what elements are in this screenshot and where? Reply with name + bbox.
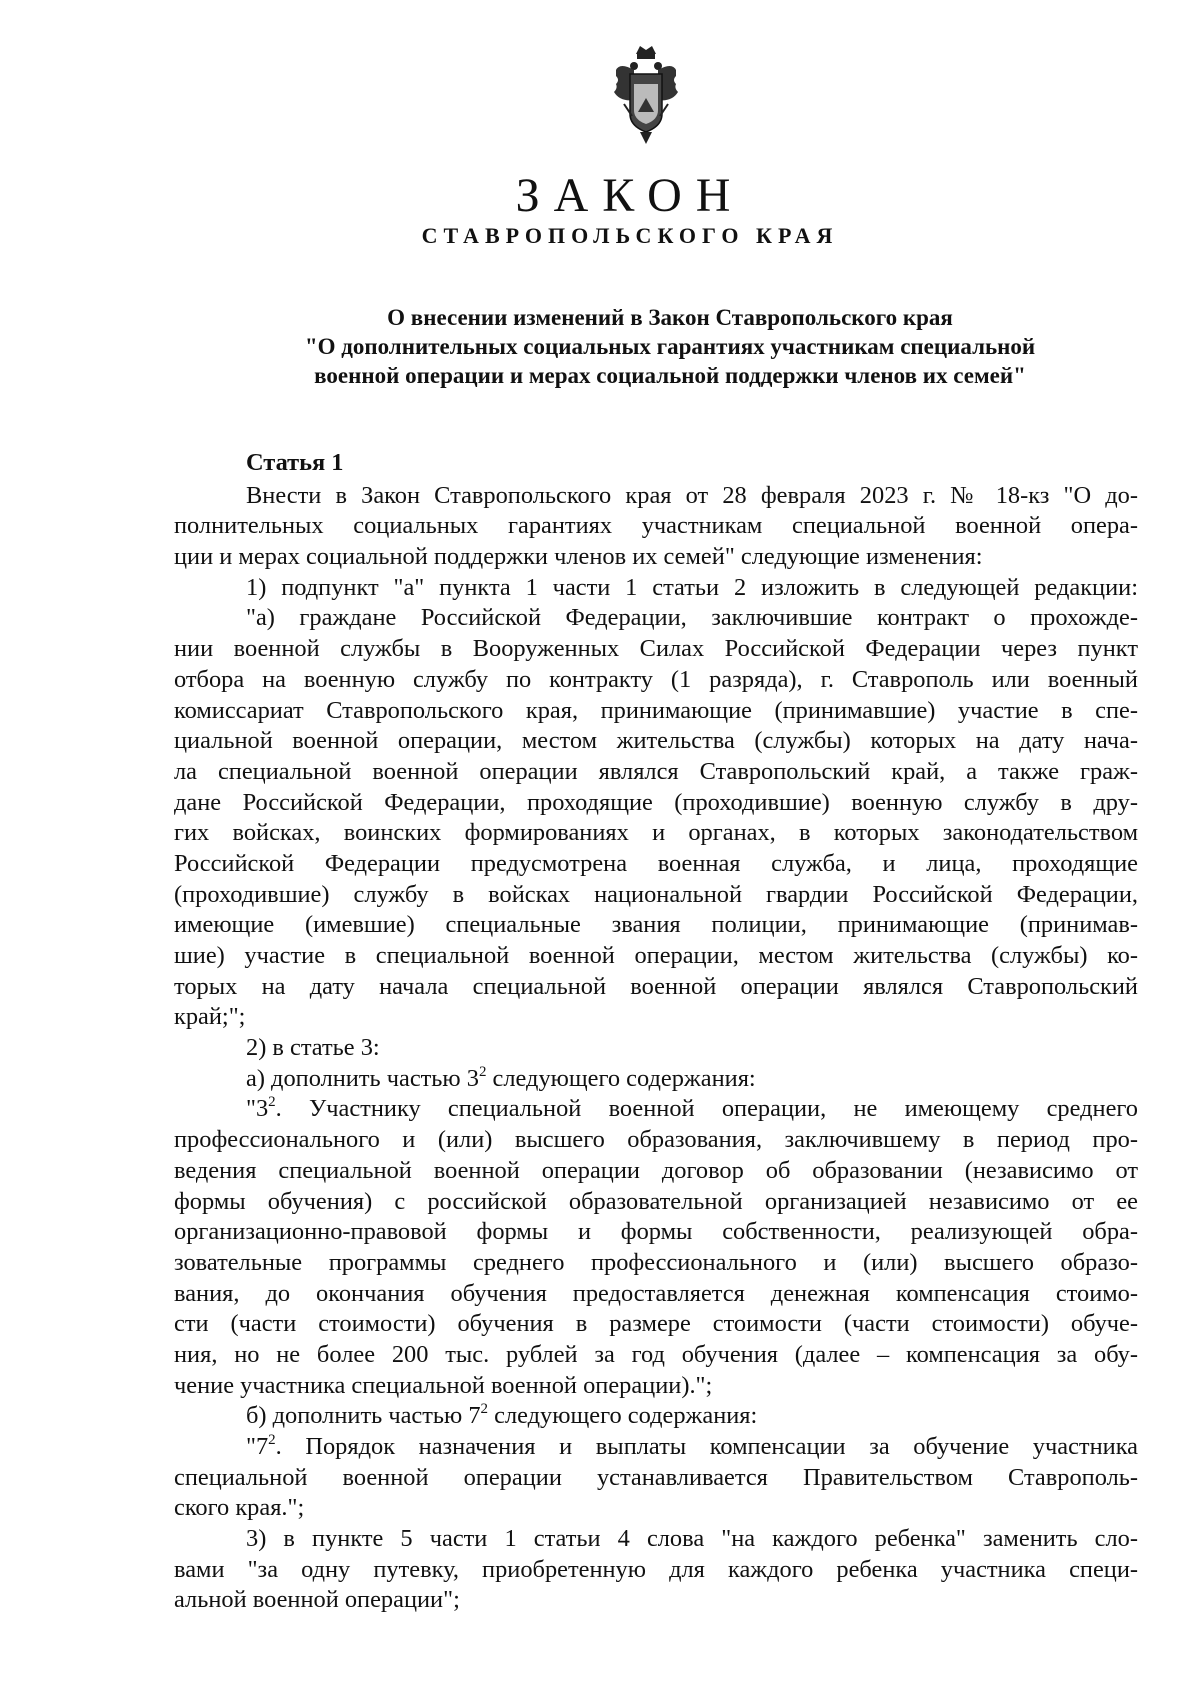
text-segment: . Участнику специальной военной операции, не имеющему среднего	[275, 1095, 1138, 1123]
text-line: циальной военной операции, местом жительства (службы) которых на дату нача-	[174, 727, 1138, 755]
text-line: край;";	[174, 1003, 246, 1031]
text-line	[174, 1432, 1138, 1463]
text-line: ведения специальной военной операции договор об образовании (независимо от	[174, 1156, 1138, 1184]
superscript: 2	[480, 1401, 489, 1418]
law-title: ЗАКОН	[515, 169, 745, 222]
text-line	[174, 1094, 1138, 1125]
text-segment: б) дополнить частью 7	[246, 1402, 481, 1430]
text-line: 2) в статье 3:	[246, 1034, 380, 1062]
text-line: зовательные программы среднего профессионального и (или) высшего образо-	[174, 1248, 1138, 1276]
text-line: дане Российской Федерации, проходящие (проходившие) военную службу в дру-	[174, 788, 1138, 816]
text-line: альной военной операции";	[174, 1586, 460, 1614]
text-segment: "3	[246, 1095, 269, 1123]
text-line: ции и мерах социальной поддержки членов их семей" следующие изменения:	[174, 543, 983, 571]
text-line: комиссариат Ставропольского края, принимающие (принимавшие) участие в спе-	[174, 696, 1138, 724]
text-line: Внести в Закон Ставропольского края от 28 февраля 2023 г. № 18-кз "О до-	[246, 481, 1138, 509]
text-line: "а) граждане Российской Федерации, заключившие контракт о прохожде-	[246, 604, 1138, 632]
text-line: шие) участие в специальной военной операции, местом жительства (службы) ко-	[174, 942, 1138, 969]
text-line	[174, 1401, 1138, 1432]
text-line: отбора на военную службу по контракту (1 разряда), г. Ставрополь или военный	[174, 665, 1138, 693]
superscript: 2	[268, 1094, 276, 1111]
text-line: ла специальной военной операции являлся Ставропольский край, а также граж-	[174, 757, 1138, 785]
text-line	[174, 1064, 1138, 1095]
heading-line: О внесении изменений в Закон Ставропольского края	[387, 305, 953, 330]
text-line: формы обучения) с российской образовательной организацией независимо от ее	[174, 1187, 1138, 1215]
document-heading	[230, 303, 1110, 390]
text-segment: . Порядок назначения и выплаты компенсации за обучение участника	[275, 1433, 1138, 1460]
text-line: вами "за одну путевку, приобретенную для каждого ребенка участника специ-	[174, 1555, 1138, 1583]
text-segment: а) дополнить частью 3	[246, 1064, 479, 1092]
text-segment: следующего содержания:	[488, 1402, 758, 1430]
text-line: ского края.";	[174, 1494, 305, 1522]
text-line: торых на дату начала специальной военной операции являлся Ставропольский	[174, 972, 1138, 1000]
text-line: организационно-правовой формы и формы собственности, реализующей обра-	[174, 1218, 1138, 1246]
text-line: 1) подпункт "а" пункта 1 части 1 статьи 2 изложить в следующей редакции:	[246, 573, 1138, 601]
text-line: (проходившие) службу в войсках национальной гвардии Российской Федерации,	[174, 880, 1138, 908]
text-line: вания, до окончания обучения предоставляется денежная компенсация стоимо-	[174, 1279, 1138, 1307]
text-line: 3) в пункте 5 части 1 статьи 4 слова "на каждого ребенка" заменить сло-	[246, 1525, 1138, 1553]
text-line: сти (части стоимости) обучения в размере стоимости (части стоимости) обуче-	[174, 1310, 1138, 1338]
stavropol-coat-of-arms-icon	[610, 40, 682, 148]
text-line: специальной военной операции устанавливается Правительством Ставрополь-	[174, 1463, 1138, 1491]
heading-line: "О дополнительных социальных гарантиях участникам специальной	[304, 334, 1036, 359]
heading-line: военной операции и мерах социальной поддержки членов их семей"	[314, 363, 1026, 388]
text-line: полнительных социальных гарантиях участникам специальной военной опера-	[174, 512, 1138, 540]
text-line: чение участника специальной военной операции).";	[174, 1371, 713, 1399]
text-line: гих войсках, воинских формированиях и органах, в которых законодательством	[174, 819, 1138, 847]
article-body	[174, 448, 1138, 1616]
text-line: Российской Федерации предусмотрена военная служба, и лица, проходящие	[174, 849, 1138, 877]
text-line: профессионального и (или) высшего образования, заключившему в период про-	[174, 1126, 1138, 1154]
article-title: Статья 1	[246, 449, 344, 476]
text-line: нии военной службы в Вооруженных Силах Российской Федерации через пункт	[174, 635, 1138, 663]
text-line: имеющие (имевшие) специальные звания полиции, принимающие (принимав-	[174, 911, 1138, 939]
superscript: 2	[268, 1432, 276, 1448]
law-region-subtitle: СТАВРОПОЛЬСКОГО КРАЯ	[421, 223, 839, 248]
superscript: 2	[478, 1063, 487, 1080]
text-segment: "7	[246, 1433, 269, 1460]
text-segment: следующего содержания:	[486, 1064, 756, 1092]
text-line: ния, но не более 200 тыс. рублей за год обучения (далее – компенсация за обу-	[174, 1340, 1138, 1368]
